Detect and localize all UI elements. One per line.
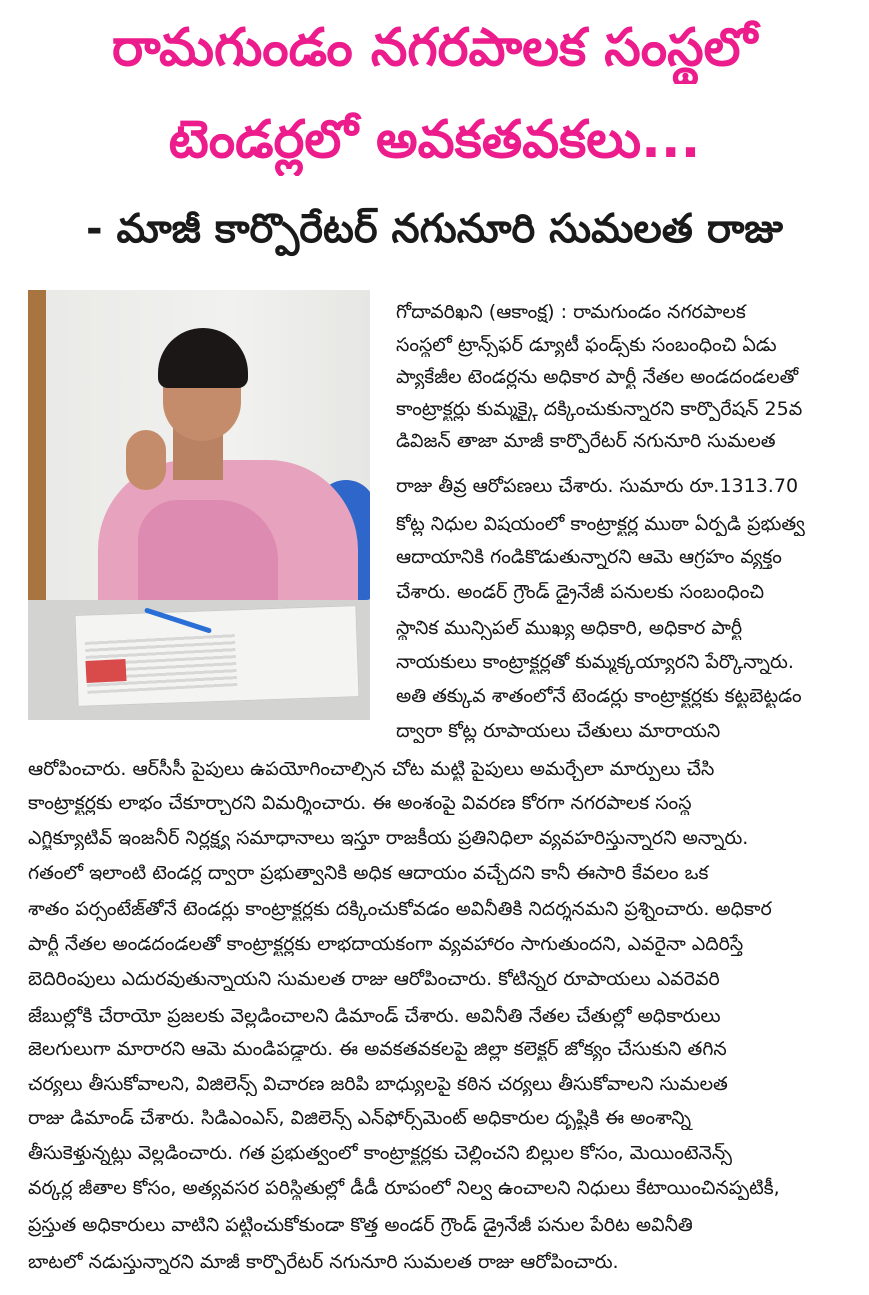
article-line: రాజు డిమాండ్ చేశారు. సిడిఎంఎస్, విజిలెన్స్ ఎన్‌ఫోర్స్‌మెంట్ అధికారుల దృష్టికి ఈ అంశాన్ని xyxy=(28,1107,692,1129)
headline-subline: - మాజీ కార్పొరేటర్ నగునూరి సుమలత రాజు xyxy=(85,206,784,252)
article-line: డివిజన్ తాజా మాజీ కార్పొరేటర్ నగునూరి సుమలత xyxy=(396,430,776,452)
article-line: ప్యాకేజీల టెండర్లను అధికార పార్టీ నేతల అండదండలతో xyxy=(396,366,799,388)
article-line: సంస్థలో ట్రాన్స్‌ఫర్ డ్యూటీ ఫండ్స్‌కు సంబంధించి ఏడు xyxy=(396,334,777,356)
article-line: కోట్ల నిధుల విషయంలో కాంట్రాక్టర్ల ముఠా ఏర్పడి ప్రభుత్వ xyxy=(396,513,805,535)
article-line: గోదావరిఖని (ఆకాంక్ష) : రామగుండం నగరపాలక xyxy=(396,301,746,323)
article-line: అతి తక్కువ శాతంలోనే టెండర్లు కాంట్రాక్టర్లకు కట్టబెట్టడం xyxy=(396,685,802,707)
photo-newspaper-masthead xyxy=(85,659,126,683)
headline-line-2: టెండర్లలో అవకతవకలు... xyxy=(168,110,701,170)
article-line: బెదిరింపులు ఎదురవుతున్నాయని సుమలత రాజు ఆరోపించారు. కోటిన్నర రూపాయలు ఎవరెవరి xyxy=(28,968,720,990)
article-line: వర్కర్ల జీతాల కోసం, అత్యవసర పరిస్థితుల్లో డీడీ రూపంలో నిల్వ ఉంచాలని నిధులు కేటాయించినప్పటికీ, xyxy=(28,1177,780,1199)
article-line: జెలగులుగా మారారని ఆమె మండిపడ్డారు. ఈ అవకతవకలపై జిల్లా కలెక్టర్ జోక్యం చేసుకుని తగిన xyxy=(28,1038,727,1060)
article-line: కాంట్రాక్టర్లకు లాభం చేకూర్చారని విమర్శించారు. ఈ అంశంపై వివరణ కోరగా నగరపాలక సంస్థ xyxy=(28,792,692,814)
article-line: స్థానిక మున్సిపల్ ముఖ్య అధికారి, అధికార పార్టీ xyxy=(396,617,743,639)
photo-door-frame xyxy=(28,290,46,612)
article-line: తీసుకెళ్తున్నట్లు వెల్లడించారు. గత ప్రభుత్వంలో కాంట్రాక్టర్లకు చెల్లించని బిల్లుల కోసం, మెయింటెనెన్స్ xyxy=(28,1142,732,1164)
article-line: చేశారు. అండర్ గ్రౌండ్ డ్రైనేజీ పనులకు సంబంధించి xyxy=(396,581,765,603)
article-line: గతంలో ఇలాంటి టెండర్ల ద్వారా ప్రభుత్వానికి అధిక ఆదాయం వచ్చేదని కానీ ఈసారి కేవలం ఒక xyxy=(28,862,709,884)
article-line: ఆరోపించారు. ఆర్‌సీసీ పైపులు ఉపయోగించాల్సిన చోట మట్టి పైపులు అమర్చేలా మార్పులు చేసి xyxy=(28,758,715,780)
article-line: ఆదాయానికి గండికొడుతున్నారని ఆమె ఆగ్రహం వ్యక్తం xyxy=(396,546,782,568)
article-line: నాయకులు కాంట్రాక్టర్లతో కుమ్మక్కయ్యారని పేర్కొన్నారు. xyxy=(396,651,794,673)
article-line: కాంట్రాక్టర్లు కుమ్మక్కై దక్కించుకున్నారని కార్పొరేషన్ 25వ xyxy=(396,398,803,420)
photo-hand xyxy=(126,430,166,490)
article-line: బాటలో నడుస్తున్నారని మాజీ కార్పొరేటర్ నగునూరి సుమలత రాజు ఆరోపించారు. xyxy=(28,1251,619,1273)
article-line: చర్యలు తీసుకోవాలని, విజిలెన్స్ విచారణ జరిపి బాధ్యులపై కఠిన చర్యలు తీసుకోవాలని సుమలత xyxy=(28,1073,728,1095)
headline-line-1: రామగుండం నగరపాలక సంస్థలో xyxy=(111,18,758,78)
article-line: ఎగ్జిక్యూటివ్ ఇంజనీర్ నిర్లక్ష్య సమాధానాలు ఇస్తూ రాజకీయ ప్రతినిధిలా వ్యవహరిస్తున్నారని అన్నారు. xyxy=(28,827,749,849)
article-photo xyxy=(28,290,370,720)
article-line: రాజు తీవ్ర ఆరోపణలు చేశారు. సుమారు రూ.1313.70 xyxy=(396,475,799,497)
article-line: శాతం పర్సంటేజ్‌తోనే టెండర్లు కాంట్రాక్టర్లకు దక్కించుకోవడం అవినీతికి నిదర్శనమని ప్రశ్నించారు. అధికార xyxy=(28,898,772,920)
article-line: పార్టీ నేతల అండదండలతో కాంట్రాక్టర్లకు లాభదాయకంగా వ్యవహారం సాగుతుందని, ఎవరైనా ఎదిరిస్తే xyxy=(28,933,744,955)
article-line: ప్రస్తుత అధికారులు వాటిని పట్టించుకోకుండా కొత్త అండర్ గ్రౌండ్ డ్రైనేజీ పనుల పేరిట అవినీతి xyxy=(28,1214,693,1236)
article-line: ద్వారా కోట్ల రూపాయలు చేతులు మారాయని xyxy=(396,720,721,742)
article-line: జేబుల్లోకి చేరాయో ప్రజలకు వెల్లడించాలని డిమాండ్ చేశారు. అవినీతి నేతల చేతుల్లో అధికారులు xyxy=(28,1005,721,1027)
